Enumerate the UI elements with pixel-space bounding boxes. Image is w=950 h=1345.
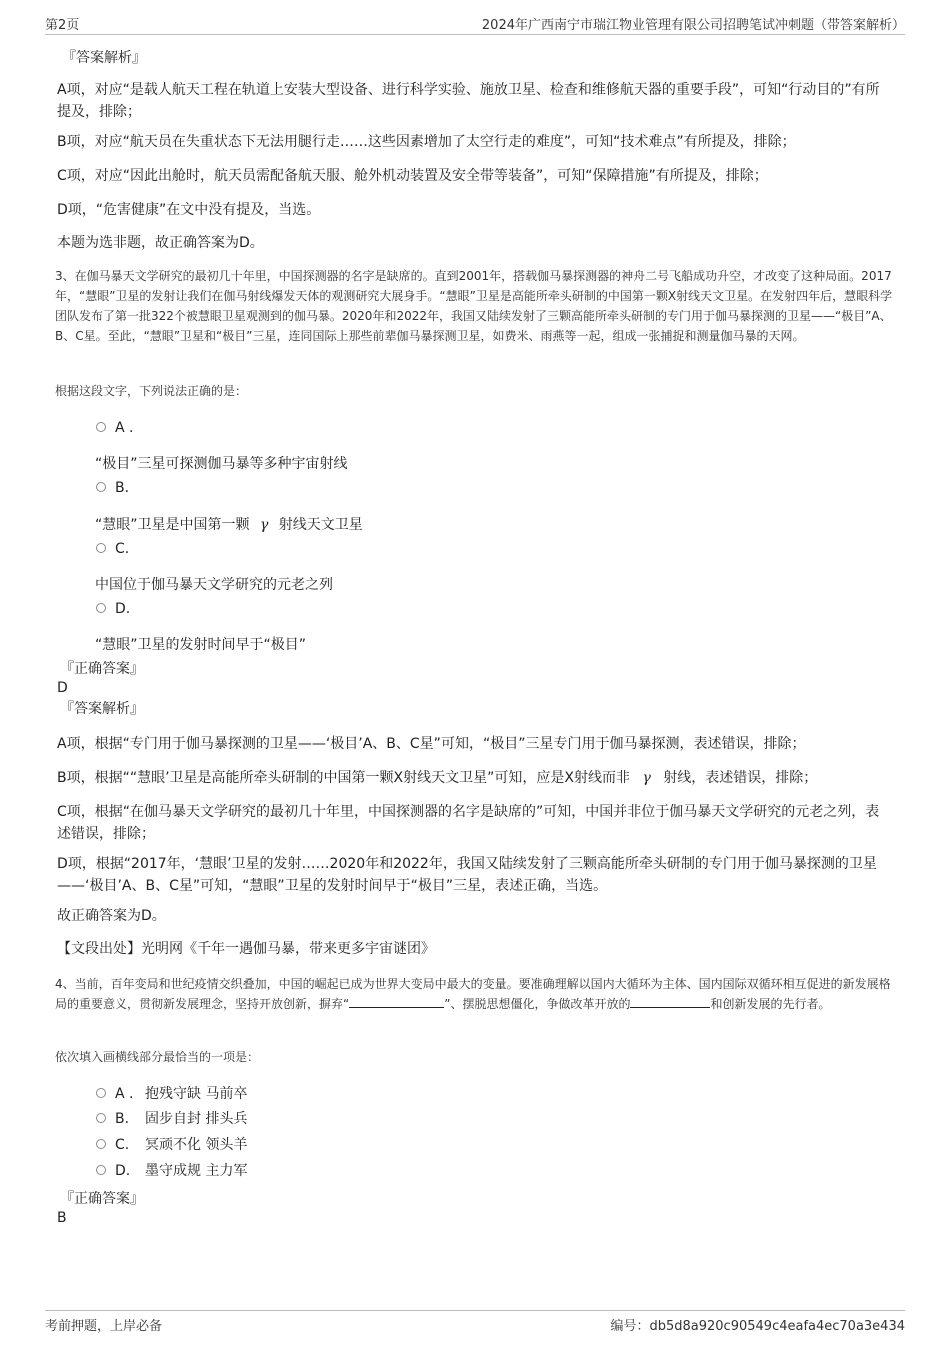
stem-part: 和创新发展的先行者。 — [710, 997, 831, 1011]
option-letter: C. — [115, 1137, 130, 1153]
q3-prompt: 根据这段文字，下列说法正确的是： — [55, 384, 248, 398]
radio-button[interactable] — [96, 603, 106, 613]
q4-option-c[interactable] — [96, 1134, 247, 1156]
option-text-part: 射线天文卫星 — [278, 517, 363, 533]
radio-button[interactable] — [96, 1139, 106, 1149]
radio-button[interactable] — [96, 1113, 106, 1123]
q3-conclusion: 故正确答案为D。 — [57, 908, 166, 924]
analysis-text-part: 射线，表述错误，排除； — [663, 770, 818, 786]
footer-serial: 编号：db5d8a920c90549c4eafa4ec70a3e434 — [610, 1319, 905, 1334]
q4-option-d[interactable] — [96, 1160, 247, 1182]
option-text: 抱残守缺 马前卒 — [145, 1086, 248, 1102]
fill-blank-2 — [630, 995, 710, 1008]
page-header — [45, 12, 905, 35]
q3-answer-heading: 『正确答案』 — [60, 661, 144, 677]
q3-option-b-text — [95, 514, 363, 536]
stem-part: 4、当前，百年变局和世纪疫情交织叠加，中国的崛起已成为世界大变局中最大的变量。要准确理解以国内大循环为主体、国内国际双循环相互促进的新发展格局的重要意义，贯彻新发展理念，坚持开放创新，摒弃“ — [55, 977, 891, 1011]
page-number: 第2页 — [45, 18, 80, 33]
q3-analysis-d: D项，根据“2017年，‘慧眼’卫星的发射……2020年和2022年，我国又陆续发射了三颗高能所牵头研制的专门用于伽马暴探测的卫星——‘极目’A、B、C星”可知，“慧眼”卫星的发射时间早于“极目”三星，表述正确，当选。 — [57, 856, 877, 894]
q3-option-c-text: 中国位于伽马暴天文学研究的元老之列 — [95, 577, 333, 593]
q4-prompt: 依次填入画横线部分最恰当的一项是： — [55, 1050, 260, 1064]
q3-stem: 3、在伽马暴天文学研究的最初几十年里，中国探测器的名字是缺席的。直到2001年，搭载伽马暴探测器的神舟二号飞船成功升空，才改变了这种局面。2017年，“慧眼”卫星的发射让我们在伽马射线爆发天体的观测研究大展身手。“慧眼”卫星是高能所牵头研制的中国第一颗X射线天文卫星。在发射四年后，慧眼科学团队发布了第一批322个被慧眼卫星观测到的伽马暴。2020年和2022年，我国又陆续发射了三颗高能所牵头研制的专门用于伽马暴探测的卫星——“极目”A、B、C星。至此，“慧眼”卫星和“极目”三星，连同国际上那些前辈伽马暴探测卫星，如费米、雨燕等一起，组成一张捕捉和测量伽马暴的天网。 — [55, 269, 893, 343]
q3-option-b[interactable] — [96, 477, 129, 499]
option-letter: D. — [115, 601, 131, 617]
q3-option-a-text: “极目”三星可探测伽马暴等多种宇宙射线 — [95, 456, 348, 472]
q4-answer: B — [57, 1210, 67, 1226]
option-letter: B. — [115, 1111, 130, 1127]
q2-analysis-heading: 『答案解析』 — [62, 50, 146, 66]
gamma-symbol: γ — [259, 517, 269, 533]
page-footer — [45, 1310, 905, 1335]
footer-slogan: 考前押题，上岸必备 — [45, 1319, 163, 1334]
option-letter: B. — [115, 480, 130, 496]
q3-analysis-a: A项，根据“专门用于伽马暴探测的卫星——‘极目’A、B、C星”可知，“极目”三星专门用于伽马暴探测，表述错误，排除； — [57, 736, 806, 752]
option-text: 固步自封 排头兵 — [145, 1111, 248, 1127]
q3-option-c[interactable] — [96, 538, 129, 560]
radio-button[interactable] — [96, 1088, 106, 1098]
q2-analysis-b: B项，对应“航天员在失重状态下无法用腿行走……这些因素增加了太空行走的难度”，可知“技术难点”有所提及，排除； — [57, 134, 796, 150]
q2-analysis-d: D项，“危害健康”在文中没有提及，当选。 — [57, 202, 321, 218]
q2-analysis-a: A项，对应“是载人航天工程在轨道上安装大型设备、进行科学实验、施放卫星、检查和维修航天器的重要手段”，可知“行动目的”有所提及，排除； — [57, 82, 880, 120]
option-letter: A . — [115, 420, 134, 436]
q4-answer-heading: 『正确答案』 — [60, 1191, 144, 1207]
q3-analysis-b — [57, 767, 893, 789]
q3-answer: D — [57, 680, 68, 696]
radio-button[interactable] — [96, 1165, 106, 1175]
q3-analysis-heading: 『答案解析』 — [60, 701, 144, 717]
q3-option-d-text: “慧眼”卫星的发射时间早于“极目” — [95, 637, 307, 653]
q4-stem — [55, 974, 897, 1014]
radio-button[interactable] — [96, 543, 106, 553]
q4-option-b[interactable] — [96, 1108, 247, 1130]
radio-button[interactable] — [96, 482, 106, 492]
option-text: 墨守成规 主力军 — [145, 1163, 248, 1179]
radio-button[interactable] — [96, 422, 106, 432]
q2-conclusion: 本题为选非题，故正确答案为D。 — [57, 235, 264, 251]
option-letter: A . — [115, 1086, 134, 1102]
option-text: 冥顽不化 领头羊 — [145, 1137, 248, 1153]
q4-option-a[interactable] — [96, 1083, 247, 1105]
q3-analysis-c: C项，根据“在伽马暴天文学研究的最初几十年里，中国探测器的名字是缺席的”可知，中国并非位于伽马暴天文学研究的元老之列，表述错误，排除； — [57, 804, 880, 842]
analysis-text-part: B项，根据““慧眼’卫星是高能所牵头研制的中国第一颗X射线天文卫星”可知，应是X射线而非 — [57, 770, 630, 786]
q3-option-d[interactable] — [96, 598, 130, 620]
gamma-symbol: γ — [642, 770, 651, 786]
q2-analysis-c: C项，对应“因此出舱时，航天员需配备航天服、舱外机动装置及安全带等装备”，可知“保障措施”有所提及，排除； — [57, 168, 768, 184]
option-text-part: “慧眼”卫星是中国第一颗 — [95, 517, 250, 533]
option-letter: C. — [115, 541, 130, 557]
fill-blank-1 — [349, 995, 444, 1008]
q3-option-a[interactable] — [96, 417, 133, 439]
stem-part: ”、摆脱思想僵化，争做改革开放的 — [444, 997, 631, 1011]
document-title: 2024年广西南宁市瑞江物业管理有限公司招聘笔试冲刺题（带答案解析） — [481, 18, 905, 33]
option-letter: D. — [115, 1163, 131, 1179]
q3-source: 【文段出处】光明网《千年一遇伽马暴，带来更多宇宙谜团》 — [57, 941, 435, 957]
